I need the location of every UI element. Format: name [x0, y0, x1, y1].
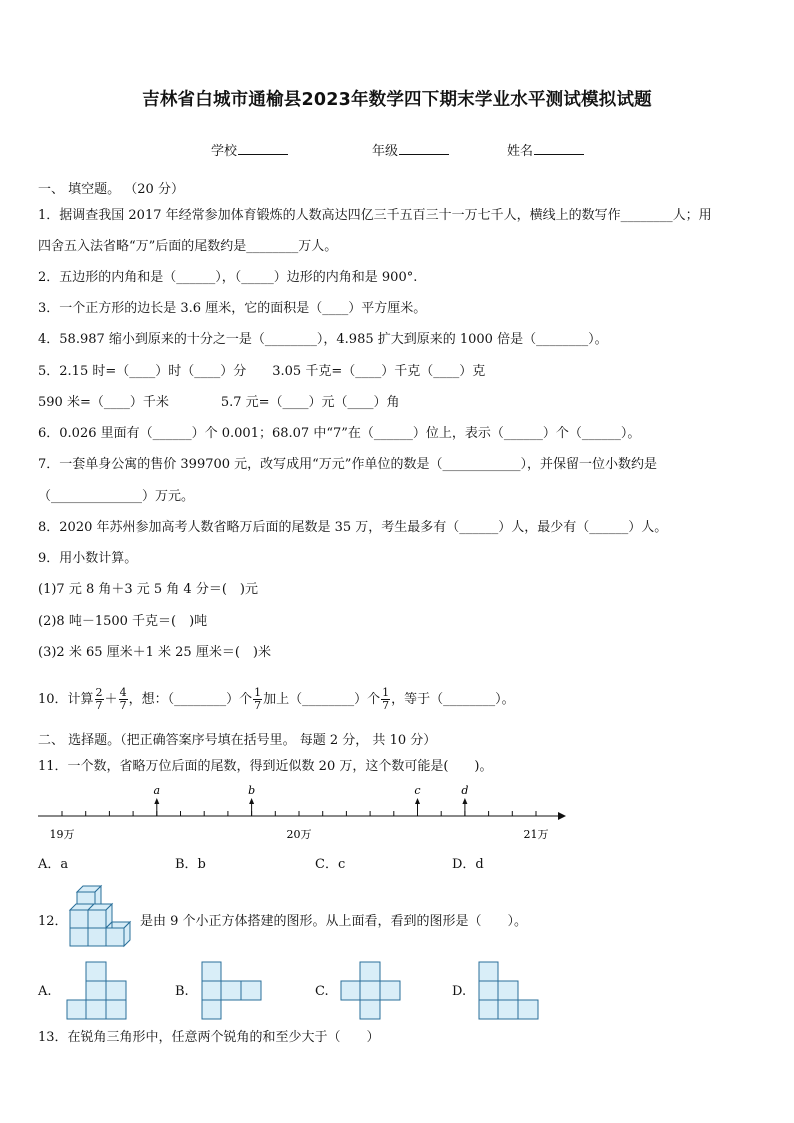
fraction-2-7: $\frac{2}{7}$ — [95, 686, 103, 712]
cube-stack-figure — [66, 884, 140, 952]
point-arrowhead-a — [154, 798, 159, 804]
q12-option-c-label[interactable]: C. — [315, 984, 329, 999]
q12-option-b-figure[interactable] — [201, 961, 263, 1021]
plus-sign: ＋ — [104, 692, 118, 707]
number-line-label: 21万 — [523, 828, 549, 841]
number-line-arrow — [558, 812, 566, 820]
school-label: 学校 — [211, 144, 238, 159]
question-6: 6．0.026 里面有（______）个 0.001；68.07 中“7”在（______）位上，表示（______）个（______）。 — [38, 426, 641, 441]
point-label-a: a — [153, 784, 161, 797]
q11-option-b[interactable]: B．b — [175, 857, 206, 872]
q10-think: ，想：（________）个 — [128, 692, 253, 707]
school-field[interactable] — [211, 140, 288, 159]
question-5-line-2: 590 米=（____）千米 5.7 元=（____）元（____）角 — [38, 395, 400, 410]
question-9: 9．用小数计算。 — [38, 551, 138, 566]
question-11: 11．一个数，省略万位后面的尾数，得到近似数 20 万，这个数可能是( )。 — [38, 759, 493, 774]
q11-option-c[interactable]: C．c — [315, 857, 346, 872]
section-2-heading: 二、 选择题。（把正确答案序号填在括号里。 每题 2 分， 共 10 分） — [38, 733, 437, 748]
page-title: 吉林省白城市通榆县2023年数学四下期末学业水平测试模拟试题 — [142, 90, 652, 110]
question-8: 8．2020 年苏州参加高考人数省略万后面的尾数是 35 万，考生最多有（______）人，最少有（______）人。 — [38, 520, 668, 535]
name-blank[interactable] — [534, 141, 584, 155]
point-arrowhead-b — [249, 798, 254, 804]
section-1-heading: 一、 填空题。 （20 分） — [38, 182, 184, 197]
question-12: 是由 9 个小正方体搭建的图形。从上面看，看到的图形是（ ）。 — [140, 914, 528, 929]
q12-option-d-label[interactable]: D. — [452, 984, 467, 999]
question-1-line-1: 1．据调查我国 2017 年经常参加体育锻炼的人数高达四亿三千五百三十一万七千人，横线上的数写作________人；用 — [38, 208, 712, 223]
q12-option-c-figure[interactable] — [340, 961, 402, 1021]
q11-option-d[interactable]: D．d — [452, 857, 484, 872]
q10-prefix: 10．计算 — [38, 692, 94, 707]
question-7-line-1: 7．一套单身公寓的售价 399700 元，改写成用“万元”作单位的数是（____________），并保留一位小数约是 — [38, 457, 657, 472]
q12-option-a-figure[interactable] — [66, 961, 128, 1021]
school-blank[interactable] — [238, 141, 288, 155]
fraction-4-7: $\frac{4}{7}$ — [119, 686, 127, 712]
q10-add: 加上（________）个 — [263, 692, 381, 707]
q12-option-b-label[interactable]: B. — [175, 984, 189, 999]
grade-field[interactable] — [372, 140, 449, 159]
name-field[interactable] — [507, 140, 584, 159]
name-label: 姓名 — [507, 144, 534, 159]
q12-option-d-figure[interactable] — [478, 961, 540, 1021]
question-9-part-3: (3)2 米 65 厘米＋1 米 25 厘米＝( )米 — [38, 645, 271, 660]
question-7-line-2: （______________）万元。 — [38, 489, 195, 504]
number-line — [38, 782, 568, 842]
number-line-label: 19万 — [49, 828, 75, 841]
question-9-part-1: (1)7 元 8 角＋3 元 5 角 4 分＝( )元 — [38, 582, 258, 597]
q11-option-a[interactable]: A．a — [38, 857, 69, 872]
question-13: 13．在锐角三角形中，任意两个锐角的和至少大于（ ） — [38, 1030, 380, 1045]
fraction-1-7-b: $\frac{1}{7}$ — [382, 686, 390, 712]
q12-number: 12． — [38, 914, 68, 929]
question-4: 4．58.987 缩小到原来的十分之一是（________），4.985 扩大到原来的 1000 倍是（________）。 — [38, 332, 608, 347]
point-arrowhead-c — [415, 798, 420, 804]
question-10 — [38, 683, 515, 717]
question-3: 3．一个正方形的边长是 3.6 厘米，它的面积是（____）平方厘米。 — [38, 301, 427, 316]
question-2: 2．五边形的内角和是（______），（_____）边形的内角和是 900°. — [38, 270, 418, 285]
point-label-b: b — [248, 784, 256, 797]
point-arrowhead-d — [462, 798, 467, 804]
point-label-c: c — [414, 784, 421, 797]
grade-blank[interactable] — [399, 141, 449, 155]
q12-option-a-label[interactable]: A. — [38, 984, 52, 999]
question-1-line-2: 四舍五入法省略“万”后面的尾数约是________万人。 — [38, 239, 338, 254]
grade-label: 年级 — [372, 144, 399, 159]
fraction-1-7-a: $\frac{1}{7}$ — [254, 686, 262, 712]
point-label-d: d — [461, 784, 469, 797]
q10-equals: ，等于（________）。 — [391, 692, 515, 707]
number-line-label: 20万 — [286, 828, 312, 841]
question-5-line-1: 5．2.15 时=（____）时（____）分 3.05 千克=（____）千克（____）克 — [38, 364, 486, 379]
question-9-part-2: (2)8 吨－1500 千克＝( )吨 — [38, 614, 208, 629]
